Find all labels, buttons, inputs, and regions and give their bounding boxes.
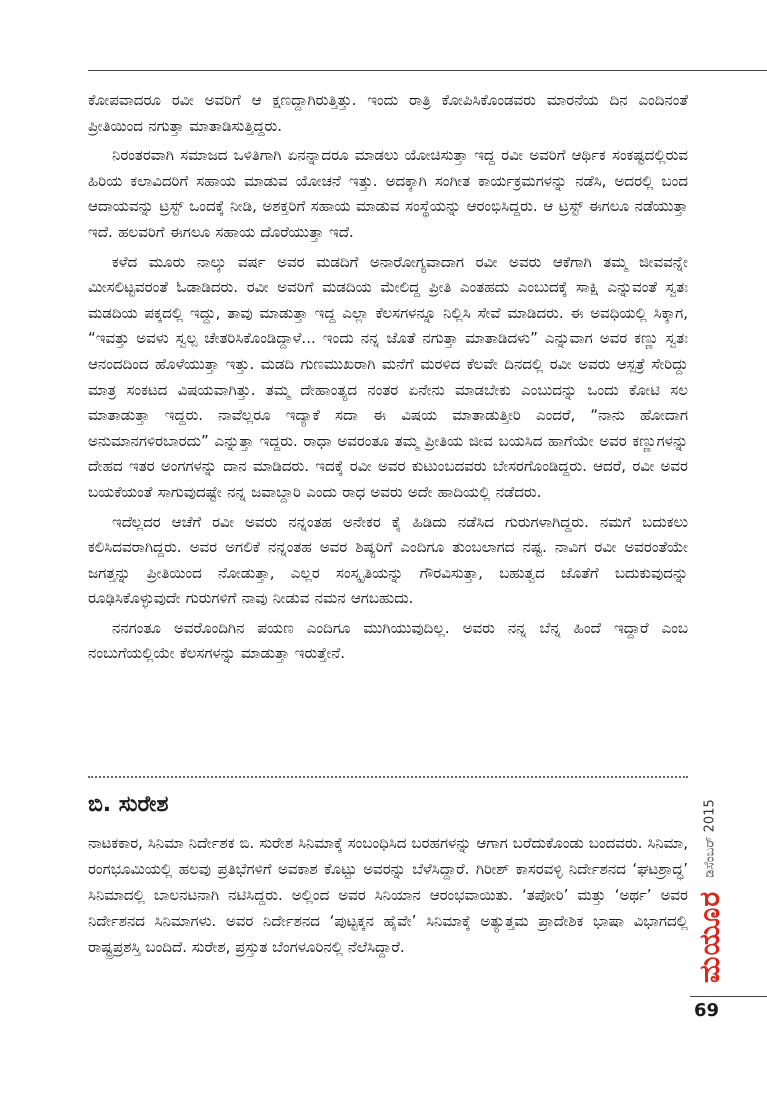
magazine-masthead-logo: ಮಯೂರ	[693, 890, 727, 984]
author-bio	[88, 788, 688, 960]
article-paragraph: ಕೋಪವಾದರೂ ರವೀ ಅವರಿಗೆ ಆ ಕ್ಷಣದ್ದಾಗಿರುತ್ತಿತ್ತು. ಇಂದು ರಾತ್ರಿ ಕೋಪಿಸಿಕೊಂಡವರು ಮಾರನೆಯ ದಿನ ಎಂದಿನಂತೆ ಪ್ರೀತಿಯಿಂದ ನಗುತ್ತಾ ಮಾತಾಡಿಸುತ್ತಿದ್ದರು.	[88, 91, 688, 135]
article-paragraph: ಇದೆಲ್ಲದರ ಆಚೆಗೆ ರವೀ ಅವರು ನನ್ನಂತಹ ಅನೇಕರ ಕೈ ಹಿಡಿದು ನಡೆಸಿದ ಗುರುಗಳಾಗಿದ್ದರು. ನಮಗೆ ಬದುಕಲು ಕಲಿಸಿದವರಾಗಿದ್ದರು. ಅವರ ಅಗಲಿಕೆ ನನ್ನಂತಹ ಅವರ ಶಿಷ್ಯರಿಗೆ ಎಂದಿಗೂ ತುಂಬಲಾಗದ ನಷ್ಟ. ನಾವಿಗ ರವೀ ಅವರಂತೆಯೇ ಜಗತ್ತನ್ನು ಪ್ರೀತಿಯಿಂದ ನೋಡುತ್ತಾ, ಎಲ್ಲರ ಸಂಸ್ಕೃತಿಯನ್ನು ಗೌರವಿಸುತ್ತಾ, ಬಹುತ್ವದ ಜೊತೆಗೆ ಬದುಕುವುದನ್ನು ರೂಢಿಸಿಕೊಳ್ಳುವುದೇ ಗುರುಗಳಿಗೆ ನಾವು ನೀಡುವ ನಮನ ಆಗಬಹುದು.	[88, 512, 688, 608]
page-number-rule	[690, 996, 767, 997]
issue-date: ಡಿಸೆಂಬರ್ 2015	[702, 798, 718, 878]
article-body	[88, 88, 688, 671]
article-paragraph: ನಿರಂತರವಾಗಿ ಸಮಾಜದ ಒಳಿತಿಗಾಗಿ ಏನನ್ನಾದರೂ ಮಾಡಲು ಯೋಚಿಸುತ್ತಾ ಇದ್ದ ರವೀ ಅವರಿಗೆ ಆರ್ಥಿಕ ಸಂಕಷ್ಟದಲ್ಲಿರುವ ಹಿರಿಯ ಕಲಾವಿದರಿಗೆ ಸಹಾಯ ಮಾಡುವ ಯೋಚನೆ ಇತ್ತು. ಅದಕ್ಕಾಗಿ ಸಂಗೀತ ಕಾರ್ಯಕ್ರಮಗಳನ್ನು ನಡೆಸಿ, ಅದರಲ್ಲಿ ಬಂದ ಆದಾಯವನ್ನು ಟ್ರಸ್ಟ್ ಒಂದಕ್ಕೆ ನೀಡಿ, ಅಶಕ್ತರಿಗೆ ಸಹಾಯ ಮಾಡುವ ಸಂಸ್ಥೆಯನ್ನು ಆರಂಭಿಸಿದ್ದರು. ಆ ಟ್ರಸ್ಟ್ ಈಗಲೂ ನಡೆಯುತ್ತಾ ಇದೆ. ಹಲವರಿಗೆ ಈಗಲೂ ಸಹಾಯ ದೊರೆಯುತ್ತಾ ಇದೆ.	[88, 146, 688, 241]
page-number: 69	[694, 1000, 720, 1021]
side-margin	[694, 788, 726, 986]
top-rule	[88, 70, 767, 71]
dotted-separator	[88, 776, 688, 778]
article-paragraph: ನನಗಂತೂ ಅವರೊಂದಿಗಿನ ಪಯಣ ಎಂದಿಗೂ ಮುಗಿಯುವುದಿಲ್ಲ. ಅವರು ನನ್ನ ಬೆನ್ನ ಹಿಂದೆ ಇದ್ದಾರೆ ಎಂಬ ನಂಬುಗೆಯಲ್ಲಿಯೇ ಕೆಲಸಗಳನ್ನು ಮಾಡುತ್ತಾ ಇರುತ್ತೇನೆ.	[88, 618, 688, 663]
author-bio-text: ನಾಟಕಕಾರ, ಸಿನಿಮಾ ನಿರ್ದೇಶಕ ಬಿ. ಸುರೇಶ ಸಿನಿಮಾಕ್ಕೆ ಸಂಬಂಧಿಸಿದ ಬರಹಗಳನ್ನು ಆಗಾಗ ಬರೆದುಕೊಂಡು ಬಂದವರು. ಸಿನಿಮಾ, ರಂಗಭೂಮಿಯಲ್ಲಿ ಹಲವು ಪ್ರತಿಭೆಗಳಿಗೆ ಅವಕಾಶ ಕೊಟ್ಟು ಅವರನ್ನು ಬೆಳೆಸಿದ್ದಾರೆ. ಗಿರೀಶ್ ಕಾಸರವಳ್ಳಿ ನಿರ್ದೇಶನದ ‘ಘಟಶ್ರಾದ್ಧ’ ಸಿನಿಮಾದಲ್ಲಿ ಬಾಲನಟನಾಗಿ ನಟಿಸಿದ್ದರು. ಅಲ್ಲಿಂದ ಅವರ ಸಿನಿಯಾನ ಆರಂಭವಾಯಿತು. ‘ತಪೋರಿ’ ಮತ್ತು ‘ಅರ್ಥ’ ಅವರ ನಿರ್ದೇಶನದ ಸಿನಿಮಾಗಳು. ಅವರ ನಿರ್ದೇಶನದ ‘ಪುಟ್ಟಕ್ಕನ ಹೈವೇ’ ಸಿನಿಮಾಕ್ಕೆ ಅತ್ಯುತ್ತಮ ಪ್ರಾದೇಶಿಕ ಭಾಷಾ ವಿಭಾಗದಲ್ಲಿ ರಾಷ್ಟ್ರಪ್ರಶಸ್ತಿ ಬಂದಿದೆ. ಸುರೇಶ, ಪ್ರಸ್ತುತ ಬೆಂಗಳೂರಿನಲ್ಲಿ ನೆಲೆಸಿದ್ದಾರೆ.	[88, 834, 688, 956]
article-paragraph: ಕಳೆದ ಮೂರು ನಾಲ್ಕು ವರ್ಷ ಅವರ ಮಡದಿಗೆ ಅನಾರೋಗ್ಯವಾದಾಗ ರವೀ ಅವರು ಆಕೆಗಾಗಿ ತಮ್ಮ ಜೀವವನ್ನೇ ಮೀಸಲಿಟ್ಟವರಂತೆ ಓಡಾಡಿದರು. ರವೀ ಅವರಿಗೆ ಮಡದಿಯ ಮೇಲಿದ್ದ ಪ್ರೀತಿ ಎಂತಹದು ಎಂಬುದಕ್ಕೆ ಸಾಕ್ಷಿ ಎನ್ನುವಂತೆ ಸ್ವತಃ ಮಡದಿಯ ಪಕ್ಕದಲ್ಲಿ ಇದ್ದು, ತಾವು ಮಾಡುತ್ತಾ ಇದ್ದ ಎಲ್ಲಾ ಕೆಲಸಗಳನ್ನೂ ನಿಲ್ಲಿಸಿ ಸೇವೆ ಮಾಡಿದರು. ಈ ಅವಧಿಯಲ್ಲಿ ಸಿಕ್ಕಾಗ, “ಇವತ್ತು ಅವಳು ಸ್ವಲ್ಪ ಚೇತರಿಸಿಕೊಂಡಿದ್ದಾಳೆ... ಇಂದು ನನ್ನ ಜೊತೆ ನಗುತ್ತಾ ಮಾತಾಡಿದಳು” ಎನ್ನುವಾಗ ಅವರ ಕಣ್ಣು ಸ್ವತಃ ಆನಂದದಿಂದ ಹೊಳೆಯುತ್ತಾ ಇತ್ತು. ಮಡದಿ ಗುಣಮುಖರಾಗಿ ಮನೆಗೆ ಮರಳಿದ ಕೆಲವೇ ದಿನದಲ್ಲಿ ರವೀ ಅವರು ಆಸ್ಪತ್ರೆ ಸೇರಿದ್ದು ಮಾತ್ರ ಸಂಕಟದ ವಿಷಯವಾಗಿತ್ತು. ತಮ್ಮ ದೇಹಾಂತ್ಯದ ನಂತರ ಏನೇನು ಮಾಡಬೇಕು ಎಂಬುದನ್ನು ಒಂದು ಕೋಟಿ ಸಲ ಮಾತಾಡುತ್ತಾ ಇದ್ದರು. ನಾವೆಲ್ಲರೂ ಇದ್ಯಾಕೆ ಸದಾ ಈ ವಿಷಯ ಮಾತಾಡುತ್ತೀರಿ ಎಂದರೆ, “ನಾನು ಹೋದಾಗ ಅನುಮಾನಗಳಿರಬಾರದು” ಎನ್ನುತ್ತಾ ಇದ್ದರು. ರಾಧಾ ಅವರಂತೂ ತಮ್ಮ ಪ್ರೀತಿಯ ಜೀವ ಬಯಸಿದ ಹಾಗೆಯೇ ಅವರ ಕಣ್ಣುಗಳನ್ನು ದೇಹದ ಇತರ ಅಂಗಗಳನ್ನು ದಾನ ಮಾಡಿದರು. ಇದಕ್ಕೆ ರವೀ ಅವರ ಕುಟುಂಬದವರು ಬೇಸರಗೊಂಡಿದ್ದರು. ಆದರೆ, ರವೀ ಅವರ ಬಯಕೆಯಂತೆ ಸಾಗುವುದಷ್ಟೇ ನನ್ನ ಜವಾಬ್ದಾರಿ ಎಂದು ರಾಧ ಅವರು ಅದೇ ಹಾದಿಯಲ್ಲಿ ನಡೆದರು.	[88, 252, 688, 501]
author-name: ಬಿ. ಸುರೇಶ	[88, 792, 169, 817]
masthead-wrap	[694, 888, 726, 986]
issue-date-wrap	[694, 788, 726, 888]
